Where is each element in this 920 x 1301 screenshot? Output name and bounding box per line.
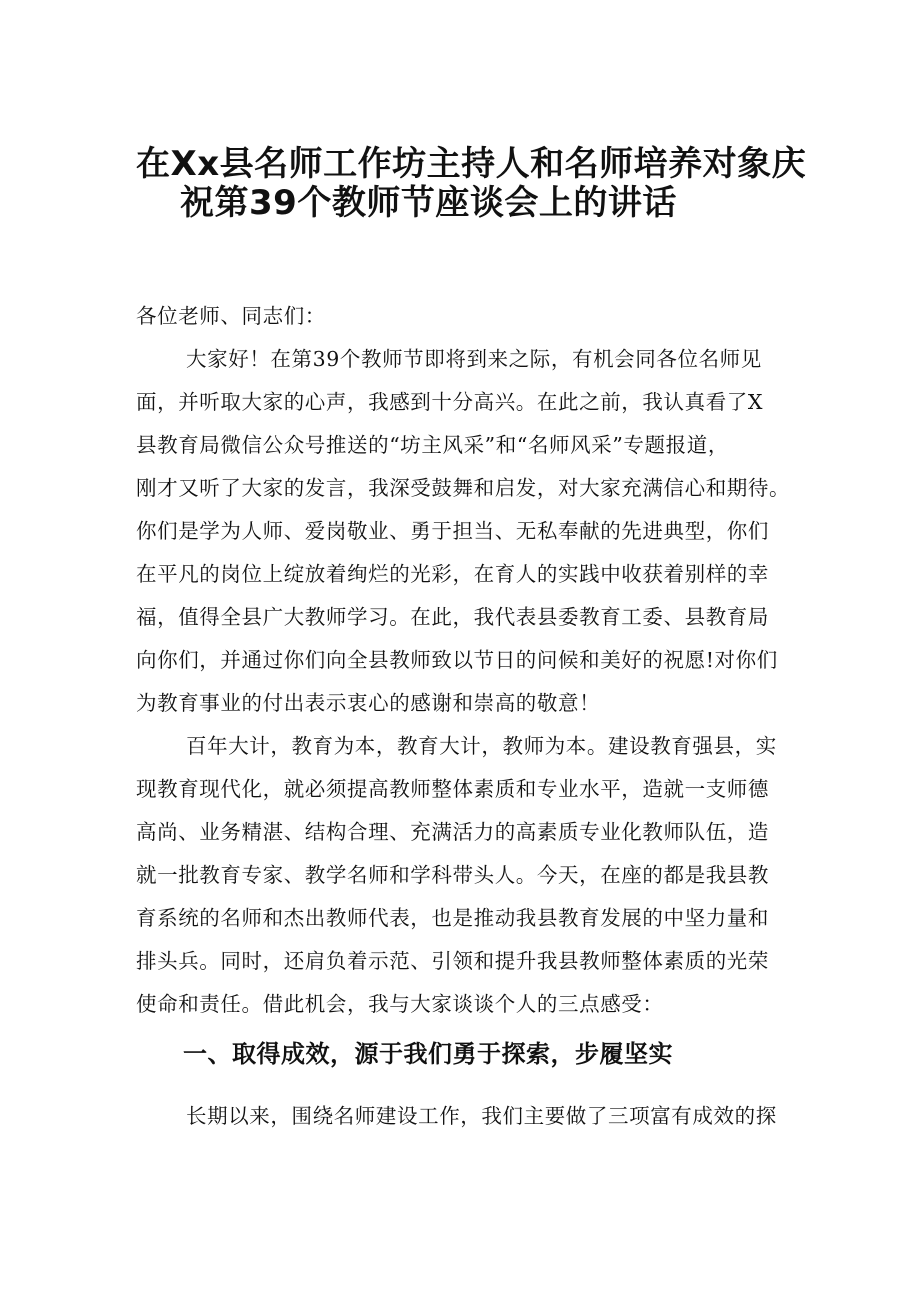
paragraph-2-line: 现教育现代化，就必须提高教师整体素质和专业水平，造就一支师德: [136, 777, 769, 801]
salutation: 各位老师、同志们：: [136, 304, 326, 328]
paragraph-2-line: 排头兵。同时，还肩负着示范、引领和提升我县教师整体素质的光荣: [136, 949, 769, 973]
paragraph-2-line: 百年大计，教育为本，教育大计，教师为本。建设教育强县，实: [186, 734, 777, 758]
document-title-line-1: 在Xx县名师工作坊主持人和名师培养对象庆: [136, 144, 807, 184]
paragraph-1-line: 在平凡的岗位上绽放着绚烂的光彩，在育人的实践中收获着别样的幸: [136, 562, 769, 586]
paragraph-1-line: 为教育事业的付出表示衷心的感谢和崇高的敬意！: [136, 691, 601, 715]
paragraph-1-line: 大家好！在第39个教师节即将到来之际，有机会同各位名师见: [186, 347, 762, 371]
paragraph-2-line: 就一批教育专家、教学名师和学科带头人。今天，在座的都是我县教: [136, 863, 769, 887]
document-title-line-2: 祝第39个教师节座谈会上的讲话: [180, 183, 677, 223]
paragraph-3-line: 长期以来，围绕名师建设工作，我们主要做了三项富有成效的探: [186, 1104, 777, 1128]
paragraph-1-line: 向你们，并通过你们向全县教师致以节日的问候和美好的祝愿!对你们: [136, 648, 778, 672]
paragraph-2-line: 育系统的名师和杰出教师代表，也是推动我县教育发展的中坚力量和: [136, 906, 769, 930]
paragraph-2-line: 高尚、业务精湛、结构合理、充满活力的高素质专业化教师队伍，造: [136, 820, 769, 844]
paragraph-1-line: 县教育局微信公众号推送的“坊主风采”和“名师风采”专题报道，: [136, 433, 729, 457]
section-1-heading: 一、取得成效，源于我们勇于探索，步履坚实: [183, 1040, 673, 1068]
paragraph-1-line: 福，值得全县广大教师学习。在此，我代表县委教育工委、县教育局: [136, 605, 769, 629]
paragraph-2-line: 使命和责任。借此机会，我与大家谈谈个人的三点感受：: [136, 992, 664, 1016]
paragraph-1-line: 刚才又听了大家的发言，我深受鼓舞和启发，对大家充满信心和期待。: [136, 476, 791, 500]
paragraph-1-line: 你们是学为人师、爱岗敬业、勇于担当、无私奉献的先进典型，你们: [136, 519, 769, 543]
paragraph-1-line: 面，并听取大家的心声，我感到十分高兴。在此之前，我认真看了X: [136, 390, 764, 414]
